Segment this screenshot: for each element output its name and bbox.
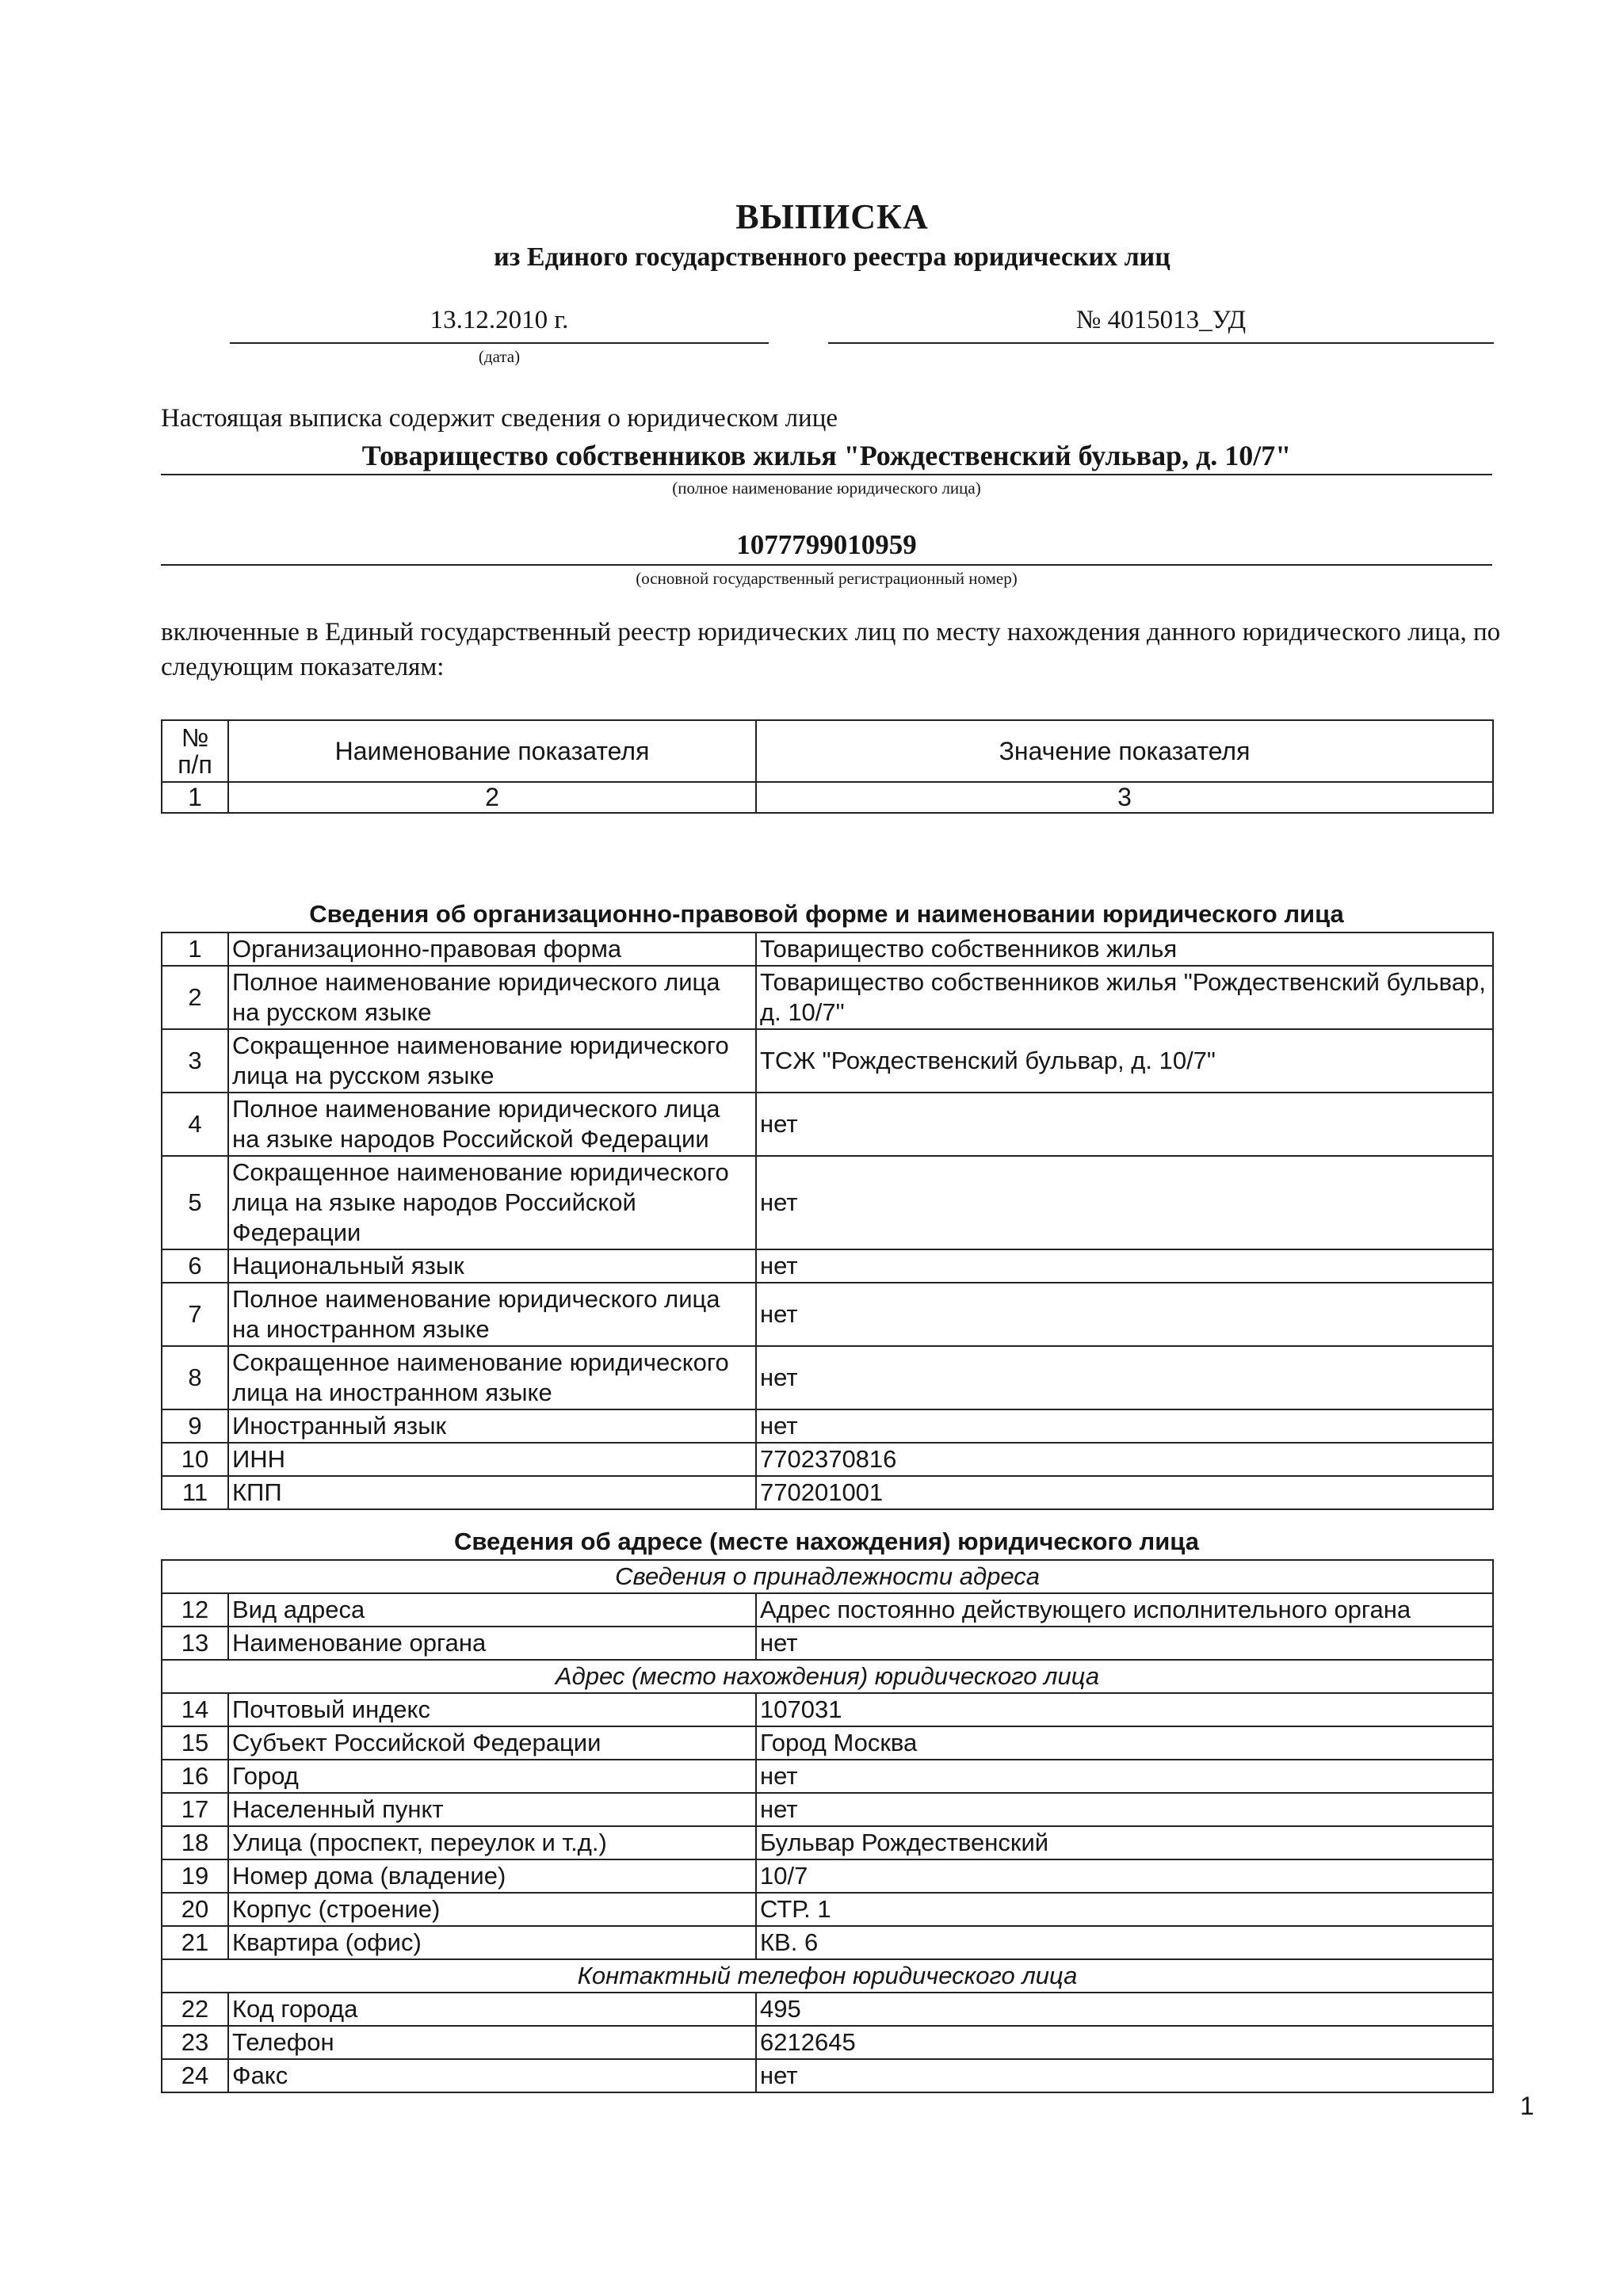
subsection-address bbox=[162, 1660, 1493, 1693]
row-number: 7 bbox=[162, 1283, 228, 1346]
row-number: 23 bbox=[162, 2026, 228, 2059]
indicator-name: Населенный пункт bbox=[228, 1793, 756, 1826]
row-number: 6 bbox=[162, 1249, 228, 1283]
header-col-number bbox=[162, 720, 228, 782]
row-number: 12 bbox=[162, 1593, 228, 1627]
indicator-value: нет bbox=[756, 1093, 1493, 1156]
section-1-title: Сведения об организационно-правовой форме и наименовании юридического лица bbox=[309, 900, 1344, 928]
subsection-phone-label: Контактный телефон юридического лица bbox=[162, 1959, 1493, 1993]
indicator-name: Наименование органа bbox=[228, 1627, 756, 1660]
indicator-name: Улица (проспект, переулок и т.д.) bbox=[228, 1826, 756, 1859]
table-row bbox=[162, 1793, 1493, 1826]
header-col-name: Наименование показателя bbox=[228, 720, 756, 782]
organization-name: Товарищество собственников жилья "Рождественский бульвар, д. 10/7" bbox=[361, 440, 1292, 471]
indicator-value: 6212645 bbox=[756, 2026, 1493, 2059]
table-row bbox=[162, 1760, 1493, 1793]
table-row bbox=[162, 2026, 1493, 2059]
indicator-value: 495 bbox=[756, 1993, 1493, 2026]
row-number: 5 bbox=[162, 1156, 228, 1249]
intro-line-2: включенные в Единый государственный реестр юридических лиц по месту нахождения данного юридического лица, по следующим показателям: bbox=[161, 618, 1501, 681]
subsection-address-label: Адрес (место нахождения) юридического лица bbox=[162, 1660, 1493, 1693]
table-row bbox=[162, 1029, 1493, 1093]
indicator-name: Полное наименование юридического лица на иностранном языке bbox=[228, 1283, 756, 1346]
row-number: 18 bbox=[162, 1826, 228, 1859]
issue-date: 13.12.2010 г. bbox=[430, 306, 569, 334]
table-row bbox=[162, 1826, 1493, 1859]
row-number: 16 bbox=[162, 1760, 228, 1793]
indicator-name: Квартира (офис) bbox=[228, 1926, 756, 1959]
date-underline bbox=[230, 342, 769, 344]
row-number: 24 bbox=[162, 2059, 228, 2092]
indicator-name: ИНН bbox=[228, 1443, 756, 1476]
indicator-value: Бульвар Рождественский bbox=[756, 1826, 1493, 1859]
indicator-value: нет bbox=[756, 1346, 1493, 1409]
header-col-number-label: № п/п bbox=[178, 723, 212, 779]
table-row bbox=[162, 2059, 1493, 2092]
table-row bbox=[162, 1926, 1493, 1959]
indicator-name: Почтовый индекс bbox=[228, 1693, 756, 1726]
row-number: 2 bbox=[162, 966, 228, 1029]
page-number: 1 bbox=[1520, 2092, 1534, 2120]
row-number: 15 bbox=[162, 1726, 228, 1760]
header-index-2: 2 bbox=[228, 782, 756, 813]
section-1-table bbox=[161, 932, 1494, 1510]
table-row bbox=[162, 1346, 1493, 1409]
indicator-name: Код города bbox=[228, 1993, 756, 2026]
table-row bbox=[162, 1993, 1493, 2026]
indicator-name: Сокращенное наименование юридического лица на иностранном языке bbox=[228, 1346, 756, 1409]
subsection-phone bbox=[162, 1959, 1493, 1993]
indicator-name: Субъект Российской Федерации bbox=[228, 1726, 756, 1760]
document-number: № 4015013_УД bbox=[1075, 306, 1247, 334]
table-row bbox=[162, 1693, 1493, 1726]
indicator-name: Иностранный язык bbox=[228, 1409, 756, 1443]
table-row bbox=[162, 1476, 1493, 1509]
header-index-1: 1 bbox=[162, 782, 228, 813]
indicator-value: нет bbox=[756, 1760, 1493, 1793]
ogrn-caption: (основной государственный регистрационный номер) bbox=[636, 569, 1018, 588]
indicator-value: 10/7 bbox=[756, 1859, 1493, 1893]
table-row bbox=[162, 1443, 1493, 1476]
document-title: ВЫПИСКА bbox=[735, 197, 929, 236]
indicator-value: 770201001 bbox=[756, 1476, 1493, 1509]
date-caption: (дата) bbox=[478, 347, 521, 366]
indicator-value: Товарищество собственников жилья bbox=[756, 933, 1493, 966]
ogrn-number: 1077799010959 bbox=[736, 529, 917, 560]
indicator-value: нет bbox=[756, 1156, 1493, 1249]
indicator-value: КВ. 6 bbox=[756, 1926, 1493, 1959]
row-number: 1 bbox=[162, 933, 228, 966]
row-number: 10 bbox=[162, 1443, 228, 1476]
intro-line-1: Настоящая выписка содержит сведения о юридическом лице bbox=[161, 404, 838, 433]
indicator-name: Сокращенное наименование юридического лица на русском языке bbox=[228, 1029, 756, 1093]
indicator-name: Сокращенное наименование юридического лица на языке народов Российской Федерации bbox=[228, 1156, 756, 1249]
indicator-value: нет bbox=[756, 1409, 1493, 1443]
section-2-title: Сведения об адресе (месте нахождения) юридического лица bbox=[454, 1527, 1199, 1555]
row-number: 17 bbox=[162, 1793, 228, 1826]
row-number: 14 bbox=[162, 1693, 228, 1726]
subsection-ownership bbox=[162, 1560, 1493, 1593]
row-number: 9 bbox=[162, 1409, 228, 1443]
row-number: 11 bbox=[162, 1476, 228, 1509]
table-row bbox=[162, 1726, 1493, 1760]
indicator-value: Адрес постоянно действующего исполнительного органа bbox=[756, 1593, 1493, 1627]
table-row bbox=[162, 1409, 1493, 1443]
indicator-value: нет bbox=[756, 1627, 1493, 1660]
indicator-value: Товарищество собственников жилья "Рождественский бульвар, д. 10/7" bbox=[756, 966, 1493, 1029]
row-number: 13 bbox=[162, 1627, 228, 1660]
org-name-underline bbox=[161, 474, 1492, 475]
document-subtitle: из Единого государственного реестра юридических лиц bbox=[494, 242, 1170, 272]
row-number: 4 bbox=[162, 1093, 228, 1156]
indicator-name: Телефон bbox=[228, 2026, 756, 2059]
indicator-name: Номер дома (владение) bbox=[228, 1859, 756, 1893]
indicator-value: СТР. 1 bbox=[756, 1893, 1493, 1926]
table-row bbox=[162, 1893, 1493, 1926]
header-table bbox=[161, 719, 1494, 814]
indicator-value: нет bbox=[756, 1249, 1493, 1283]
ogrn-underline bbox=[161, 564, 1492, 566]
table-row bbox=[162, 1859, 1493, 1893]
row-number: 8 bbox=[162, 1346, 228, 1409]
row-number: 22 bbox=[162, 1993, 228, 2026]
indicator-name: Полное наименование юридического лица на русском языке bbox=[228, 966, 756, 1029]
header-col-value: Значение показателя bbox=[756, 720, 1493, 782]
indicator-name: Город bbox=[228, 1760, 756, 1793]
row-number: 21 bbox=[162, 1926, 228, 1959]
indicator-name: Вид адреса bbox=[228, 1593, 756, 1627]
indicator-name: Корпус (строение) bbox=[228, 1893, 756, 1926]
indicator-value: Город Москва bbox=[756, 1726, 1493, 1760]
indicator-value: нет bbox=[756, 1283, 1493, 1346]
org-name-caption: (полное наименование юридического лица) bbox=[672, 479, 981, 498]
table-row bbox=[162, 1093, 1493, 1156]
indicator-name: КПП bbox=[228, 1476, 756, 1509]
indicator-name: Организационно-правовая форма bbox=[228, 933, 756, 966]
indicator-value: нет bbox=[756, 2059, 1493, 2092]
indicator-name: Факс bbox=[228, 2059, 756, 2092]
table-row bbox=[162, 966, 1493, 1029]
row-number: 19 bbox=[162, 1859, 228, 1893]
table-row bbox=[162, 1249, 1493, 1283]
indicator-value: нет bbox=[756, 1793, 1493, 1826]
table-row bbox=[162, 1593, 1493, 1627]
table-row bbox=[162, 1156, 1493, 1249]
header-index-3: 3 bbox=[756, 782, 1493, 813]
table-row bbox=[162, 1283, 1493, 1346]
subsection-ownership-label: Сведения о принадлежности адреса bbox=[162, 1560, 1493, 1593]
number-underline bbox=[828, 342, 1494, 344]
indicator-value: 107031 bbox=[756, 1693, 1493, 1726]
indicator-value: 7702370816 bbox=[756, 1443, 1493, 1476]
indicator-value: ТСЖ "Рождественский бульвар, д. 10/7" bbox=[756, 1029, 1493, 1093]
row-number: 3 bbox=[162, 1029, 228, 1093]
row-number: 20 bbox=[162, 1893, 228, 1926]
table-row bbox=[162, 933, 1493, 966]
indicator-name: Полное наименование юридического лица на языке народов Российской Федерации bbox=[228, 1093, 756, 1156]
section-2-table bbox=[161, 1559, 1494, 2093]
table-row bbox=[162, 1627, 1493, 1660]
indicator-name: Национальный язык bbox=[228, 1249, 756, 1283]
